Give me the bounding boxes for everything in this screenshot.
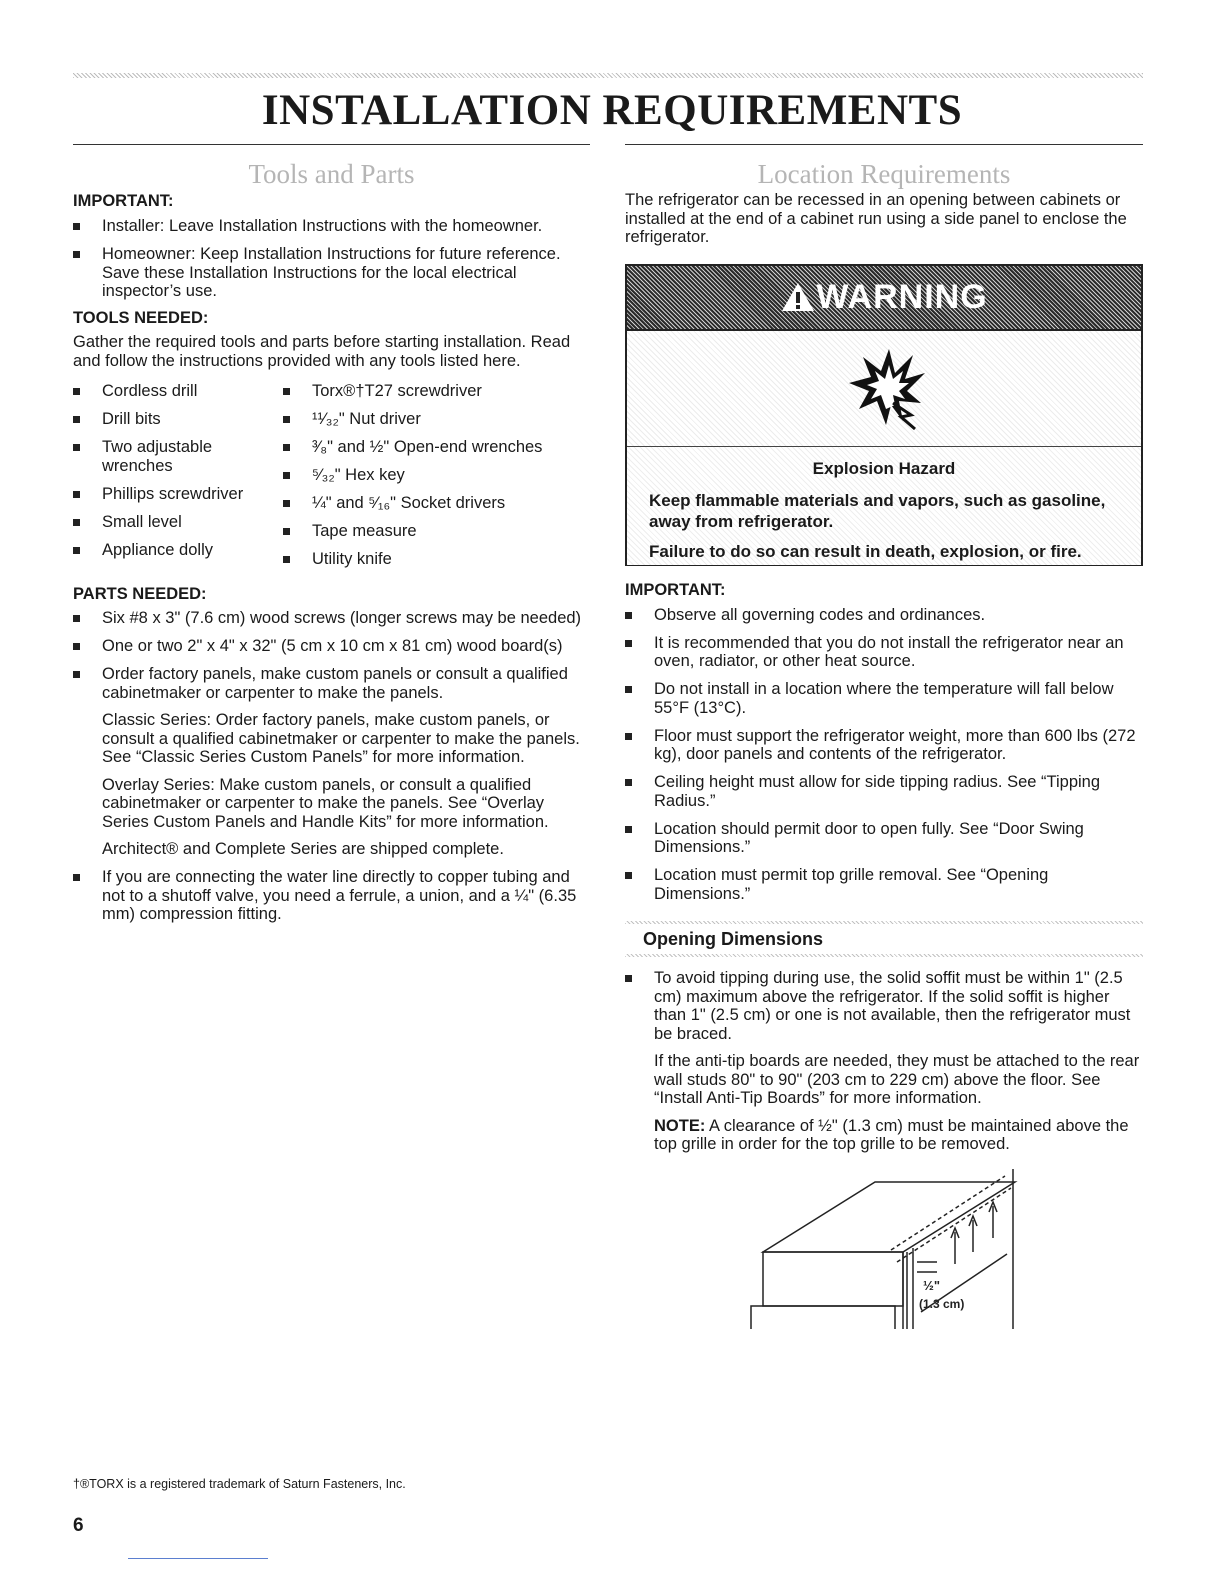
- warning-title: WARNING: [816, 277, 988, 316]
- list-item: Two adjustable wrenches: [73, 438, 232, 475]
- bottom-link-line: [128, 1558, 268, 1559]
- list-item: ³⁄₈" and ½" Open-end wrenches: [283, 438, 583, 457]
- list-item: Drill bits: [73, 410, 283, 429]
- opening-dimensions-text: To avoid tipping during use, the solid soffit must be within 1" (2.5 cm) maximum above the refrigerator. If the solid soffit is higher than 1" (2.5 cm) or one is not available, then the refrigerator must be braced.: [654, 969, 1131, 1043]
- list-item: Torx®†T27 screwdriver: [283, 382, 583, 401]
- opening-dimensions-list: [625, 969, 1143, 1154]
- list-item: [625, 969, 1143, 1154]
- architect-series-note: Architect® and Complete Series are shipped complete.: [102, 840, 504, 858]
- list-item: Six #8 x 3" (7.6 cm) wood screws (longer screws may be needed): [73, 609, 590, 628]
- list-item: ¼" and ⁵⁄₁₆" Socket drivers: [283, 494, 583, 513]
- list-item: Installer: Leave Installation Instructions with the homeowner.: [73, 217, 590, 236]
- list-item: Homeowner: Keep Installation Instructions for future reference. Save these Installation Instructions for the local electrical inspector’s use.: [73, 245, 590, 301]
- warning-triangle-icon: [780, 281, 816, 313]
- list-item: Floor must support the refrigerator weight, more than 600 lbs (272 kg), door panels and contents of the refrigerator.: [625, 727, 1143, 764]
- list-item: ⁵⁄₃₂" Hex key: [283, 466, 583, 485]
- note-text: A clearance of ½" (1.3 cm) must be maintained above the top grille in order for the top grille to be removed.: [654, 1116, 1129, 1153]
- list-item: It is recommended that you do not install the refrigerator near an oven, radiator, or other heat source.: [625, 634, 1143, 671]
- list-item: Observe all governing codes and ordinances.: [625, 606, 1143, 625]
- note-label: NOTE:: [654, 1116, 706, 1135]
- explosion-icon: [841, 343, 931, 433]
- diagram-label-metric: (1.3 cm): [919, 1297, 965, 1311]
- location-requirements-heading: Location Requirements: [625, 144, 1143, 191]
- list-item: Ceiling height must allow for side tipping radius. See “Tipping Radius.”: [625, 773, 1143, 810]
- tools-list-col1: [73, 382, 283, 578]
- tools-needed-label: TOOLS NEEDED:: [73, 309, 209, 327]
- important-label: IMPORTANT:: [73, 192, 174, 210]
- list-item: Utility knife: [283, 550, 583, 569]
- diagram-label-fraction: ½": [923, 1278, 941, 1293]
- note-paragraph: [654, 1117, 1143, 1154]
- opening-dimensions-heading: Opening Dimensions: [643, 929, 824, 949]
- list-item: Location should permit door to open fully. See “Door Swing Dimensions.”: [625, 820, 1143, 857]
- subhead-rule: [625, 921, 1143, 924]
- parts-item-text: Order factory panels, make custom panels or consult a qualified cabinetmaker or carpenter to make the panels.: [102, 665, 568, 702]
- list-item: [73, 665, 590, 859]
- warning-consequence: Failure to do so can result in death, explosion, or fire.: [649, 541, 1082, 561]
- tools-intro: Gather the required tools and parts before starting installation. Read and follow the instructions provided with any tools listed here.: [73, 333, 571, 370]
- list-item: Appliance dolly: [73, 541, 283, 560]
- important-label: IMPORTANT:: [625, 580, 726, 599]
- anti-tip-paragraph: If the anti-tip boards are needed, they must be attached to the rear wall studs 80" to 90" (203 cm to 229 cm) above the floor. See “Install Anti-Tip Boards” for more information.: [654, 1052, 1140, 1107]
- list-item: Do not install in a location where the temperature will fall below 55°F (13°C).: [625, 680, 1143, 717]
- list-item: One or two 2" x 4" x 32" (5 cm x 10 cm x 81 cm) wood board(s): [73, 637, 590, 656]
- location-requirements-column: [625, 144, 1143, 1311]
- classic-series-note: Classic Series: Order factory panels, make custom panels, or consult a qualified cabinetmaker or carpenter to make the panels. See “Classic Series Custom Panels” for more information.: [102, 711, 580, 766]
- page-title: INSTALLATION REQUIREMENTS: [261, 87, 963, 134]
- list-item: Location must permit top grille removal. See “Opening Dimensions.”: [625, 866, 1143, 903]
- list-item: If you are connecting the water line directly to copper tubing and not to a shutoff valve, you need a ferrule, a union, and a ¼" (6.35 mm) compression fitting.: [73, 868, 590, 924]
- warning-text-area: [627, 447, 1141, 565]
- tools-list: [73, 382, 590, 578]
- location-important-list: [625, 606, 1143, 904]
- parts-needed-label: PARTS NEEDED:: [73, 585, 207, 603]
- parts-list: [73, 609, 590, 924]
- warning-instruction: Keep flammable materials and vapors, such as gasoline, away from refrigerator.: [649, 490, 1106, 531]
- location-intro: The refrigerator can be recessed in an opening between cabinets or installed at the end of a cabinet run using a side panel to enclose the refrigerator.: [625, 191, 1127, 246]
- warning-banner: [627, 266, 1141, 329]
- list-item: Small level: [73, 513, 283, 532]
- warning-box: [625, 264, 1143, 566]
- overlay-series-note: Overlay Series: Make custom panels, or consult a qualified cabinetmaker or carpenter to make the panels. See “Overlay Series Custom Panels and Handle Kits” for more information.: [102, 775, 549, 831]
- subhead-rule: [625, 954, 1143, 957]
- page-number: 6: [73, 1515, 84, 1536]
- top-grille-clearance-diagram: [745, 1164, 1045, 1334]
- opening-dimensions-header: [625, 921, 1143, 957]
- warning-icon-area: [627, 329, 1141, 447]
- list-item: Tape measure: [283, 522, 583, 541]
- list-item: Cordless drill: [73, 382, 283, 401]
- tools-and-parts-heading: Tools and Parts: [73, 144, 590, 191]
- warning-hazard: Explosion Hazard: [812, 458, 956, 478]
- top-divider: [73, 73, 1143, 78]
- list-item: ¹¹⁄₃₂" Nut driver: [283, 410, 583, 429]
- important-list: [73, 217, 590, 301]
- trademark-footnote: †®TORX is a registered trademark of Saturn Fasteners, Inc.: [73, 1477, 406, 1491]
- tools-list-col2: [283, 382, 583, 578]
- tools-and-parts-column: [73, 144, 590, 933]
- list-item: Phillips screwdriver: [73, 485, 283, 504]
